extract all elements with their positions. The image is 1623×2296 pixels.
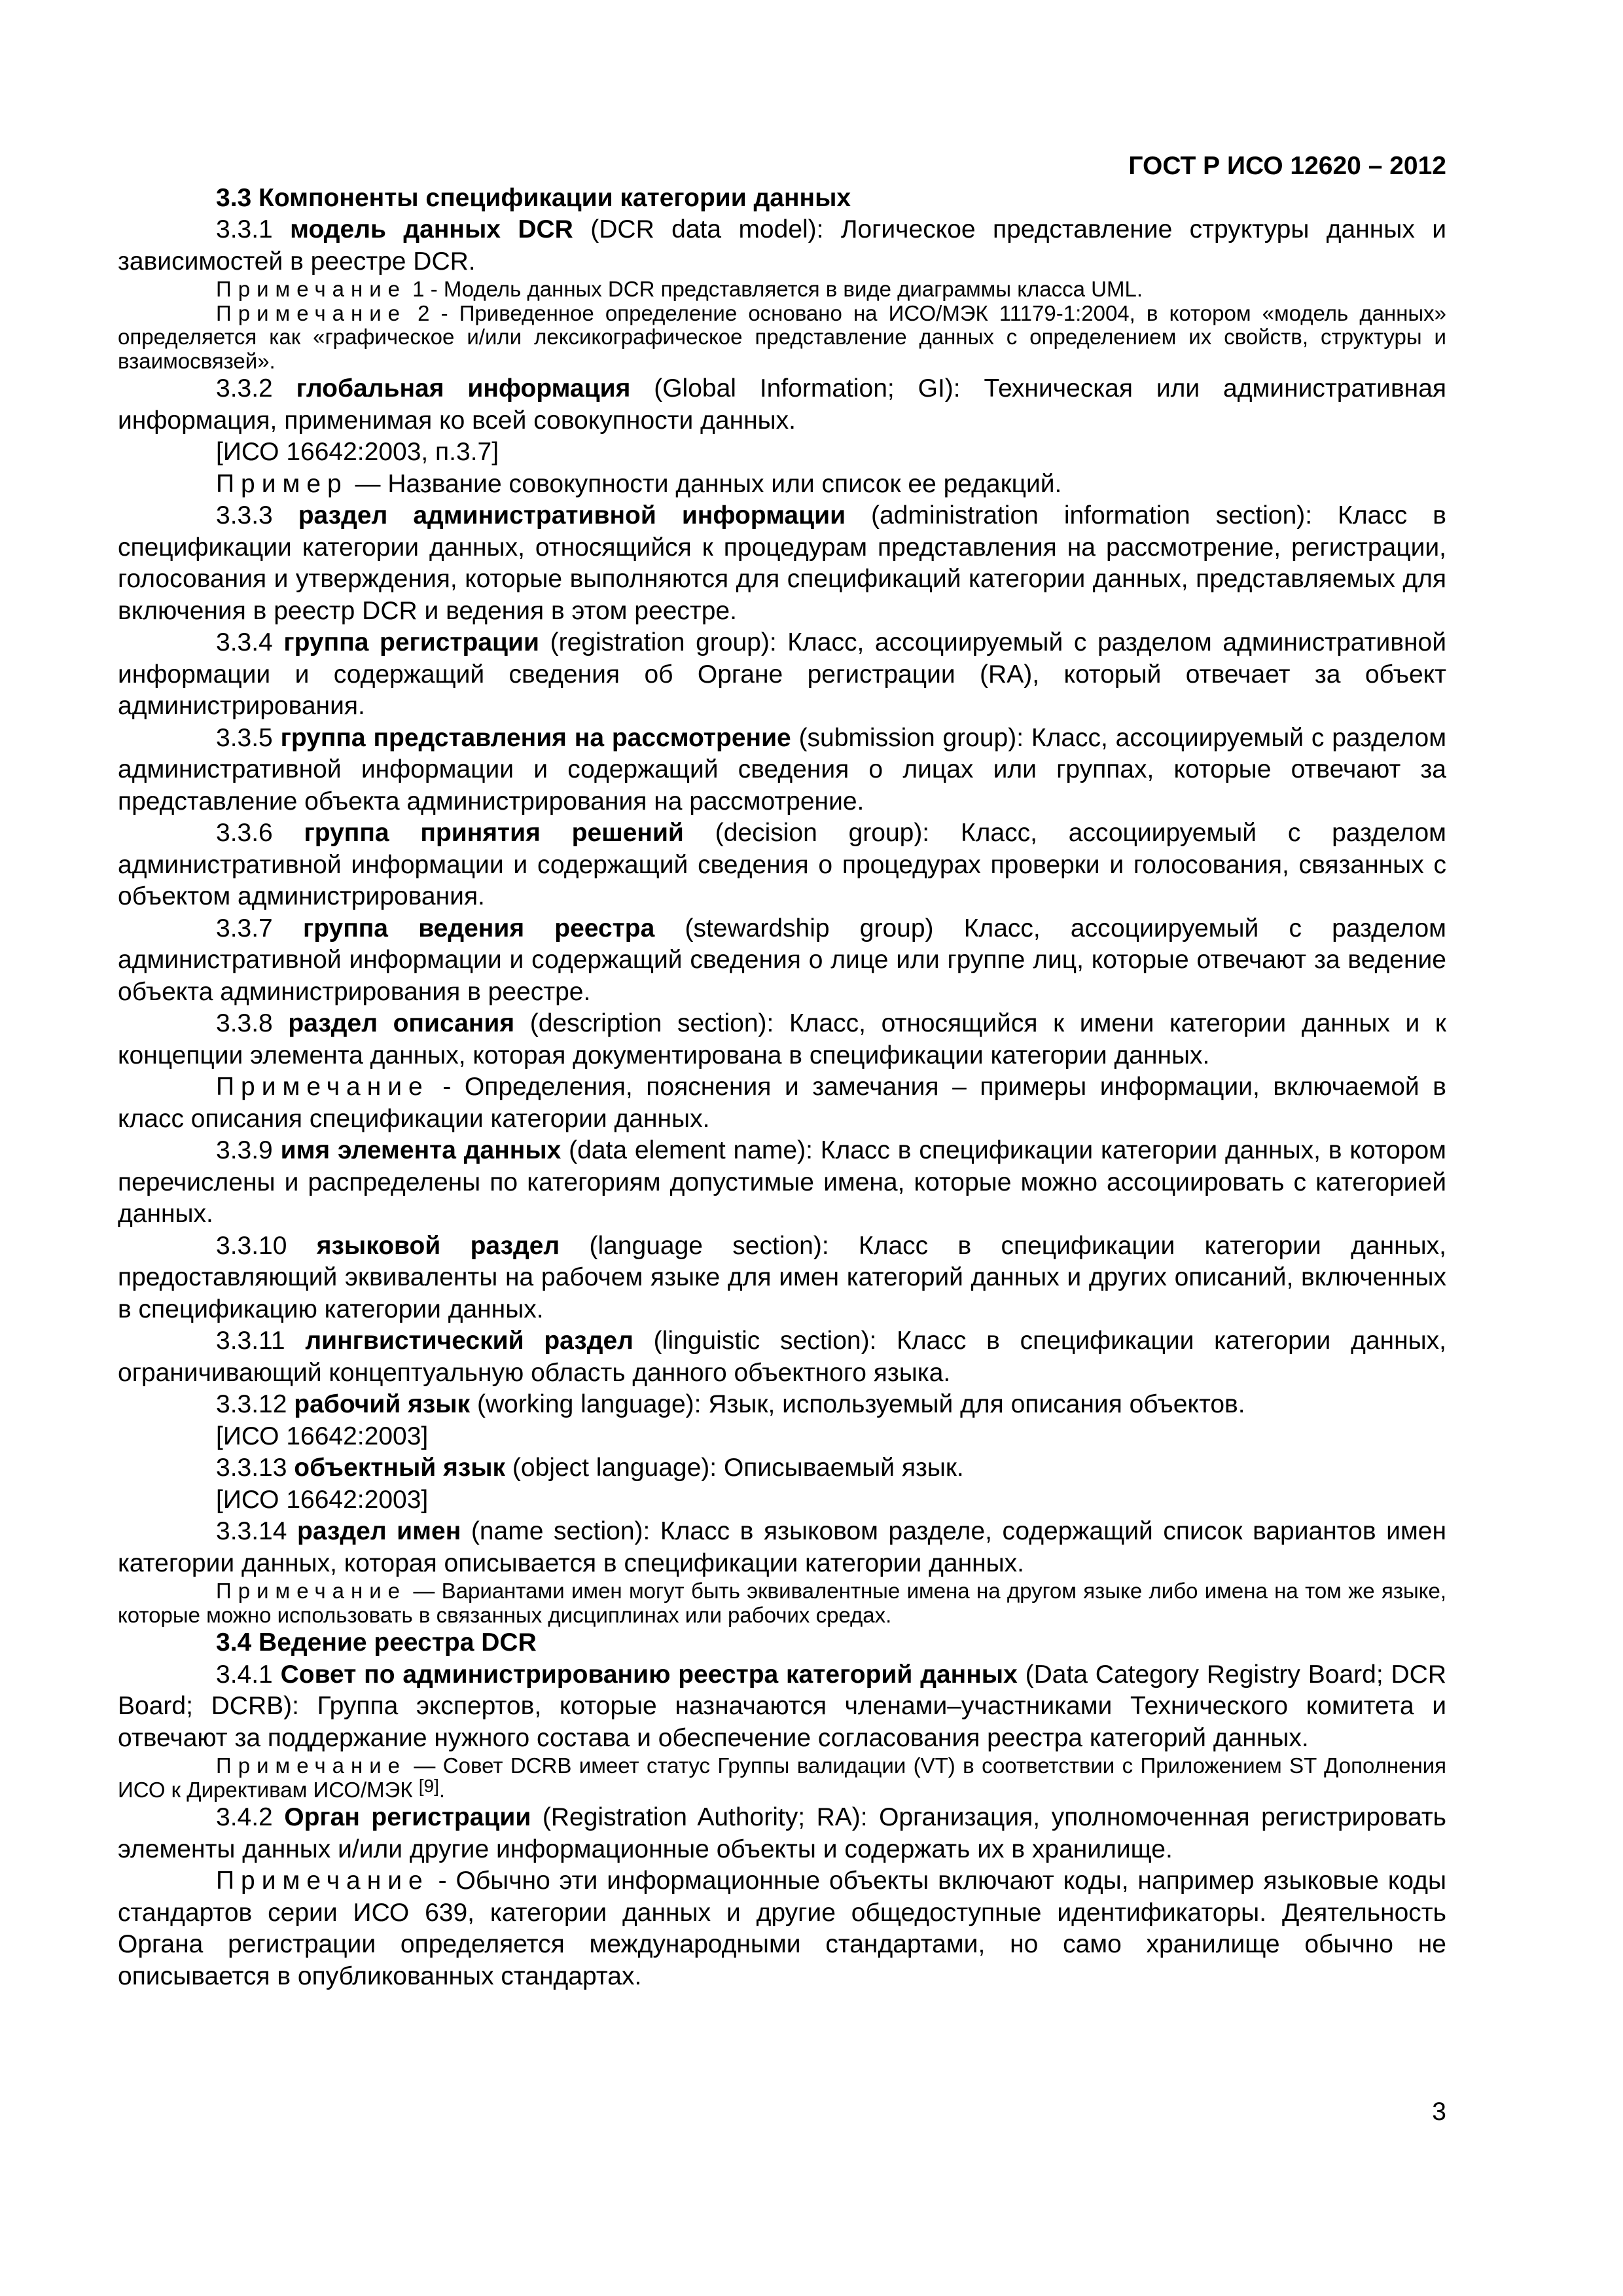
term-name: группа принятия решений: [304, 819, 684, 847]
note-label: Примечание: [216, 1753, 407, 1778]
standard-header: ГОСТ Р ИСО 12620 – 2012: [1128, 152, 1446, 180]
term-name: имя элемента данных: [280, 1136, 562, 1164]
note-3-4-2: Примечание - Обычно эти информационные объекты включают коды, например языковые коды стандартов серии ИСО 639, категории данных и другие общедоступные идентификаторы. Деятельность Органа регистрации определяется международными стандартами, но само хранилище обычно не описывается в опубликованных стандартах.: [118, 1867, 1446, 1990]
example-label: Пример: [216, 469, 348, 498]
term-3-3-9: 3.3.9 имя элемента данных (data element name): Класс в спецификации категории данных, в котором перечислены и распределены по категориям допустимые имена, которые можно ассоциировать с категорией данных.: [118, 1136, 1446, 1228]
note-3-4-1: Примечание — Совет DCRB имеет статус Группы валидации (VT) в соответствии с Приложением ST Дополнения ИСО к Директивам ИСО/МЭК [9].: [118, 1753, 1446, 1802]
term-3-3-11: 3.3.11 лингвистический раздел (linguistic section): Класс в спецификации категории данных, ограничивающий концептуальную область данного объектного языка.: [118, 1327, 1446, 1387]
section-heading-3-4: 3.4 Ведение реестра DCR: [216, 1628, 537, 1657]
term-3-3-10: 3.3.10 языковой раздел (language section): Класс в спецификации категории данных, предоставляющий эквиваленты на рабочем языке для имен категорий данных и других описаний, включенных в спецификацию категории данных.: [118, 1231, 1447, 1323]
term-3-4-2: 3.4.2 Орган регистрации (Registration Authority; RA): Организация, уполномоченная регистрировать элементы данных и/или другие информационные объекты и содержать их в хранилище.: [118, 1803, 1447, 1863]
note-label: Примечание: [216, 277, 407, 301]
note-3-3-1-1: Примечание 1 - Модель данных DCR представляется в виде диаграммы класса UML.: [216, 277, 1143, 301]
reference-3-3-12: [ИСО 16642:2003]: [216, 1422, 429, 1450]
term-3-3-4: 3.3.4 группа регистрации (registration group): Класс, ассоциируемый с разделом административной информации и содержащий сведения об Органе регистрации (RA), который отвечает за объект администрирования.: [118, 628, 1447, 720]
term-name: группа представления на рассмотрение: [280, 723, 791, 752]
term-3-3-3: 3.3.3 раздел административной информации (administration information section): Класс в спецификации категории данных, относящийся к процедурам представления на рассмотрение, регистрации, голосования и утверждения, которые выполняются для спецификаций категории данных, представляемых для включения в реестр DCR и ведения в этом реестре.: [118, 501, 1446, 625]
term-name: Совет по администрированию реестра категорий данных: [280, 1660, 1018, 1689]
term-name: группа регистрации: [283, 628, 539, 656]
term-3-3-5: 3.3.5 группа представления на рассмотрение (submission group): Класс, ассоциируемый с разделом административной информации и содержащий сведения о лицах или группах, которые отвечают за представление объекта администрирования на рассмотрение.: [118, 723, 1447, 816]
term-3-3-14: 3.3.14 раздел имен (name section): Класс в языковом разделе, содержащий список вариантов имен категории данных, которая описывается в спецификации категории данных.: [118, 1517, 1446, 1577]
term-name: языковой раздел: [316, 1231, 560, 1260]
term-name: лингвистический раздел: [305, 1327, 633, 1355]
term-name: модель данных DCR: [290, 215, 573, 243]
note-label: Примечание: [216, 1073, 429, 1101]
page-number: 3: [1432, 2098, 1446, 2126]
term-3-3-12: 3.3.12 рабочий язык (working language): Язык, используемый для описания объектов.: [216, 1390, 1245, 1418]
note-3-3-8: Примечание - Определения, пояснения и замечания – примеры информации, включаемой в класс описания спецификации категории данных.: [118, 1073, 1446, 1133]
example-3-3-2: Пример — Название совокупности данных или список ее редакций.: [216, 469, 1062, 498]
term-3-3-13: 3.3.13 объектный язык (object language): Описываемый язык.: [216, 1454, 964, 1482]
bibliography-reference: [9]: [418, 1775, 439, 1796]
term-3-3-8: 3.3.8 раздел описания (description section): Класс, относящийся к имени категории данных и к концепции элемента данных, которая документирована в спецификации категории данных.: [118, 1009, 1446, 1069]
term-3-3-2: 3.3.2 глобальная информация (Global Information; GI): Техническая или административная информация, применимая ко всей совокупности данных.: [118, 374, 1447, 435]
term-name: раздел описания: [288, 1009, 515, 1037]
note-3-3-1-2: Примечание 2 - Приведенное определение основано на ИСО/МЭК 11179-1:2004, в котором «модель данных» определяется как «графическое и/или лексикографическое представление данных с определением их свойств, структуры и взаимосвязей».: [118, 300, 1446, 373]
note-label: Примечание: [216, 1867, 429, 1895]
term-3-4-1: 3.4.1 Совет по администрированию реестра категорий данных (Data Category Registry Board; DCR Board; DCRB): Группа экспертов, которые назначаются членами–участниками Технического комитета и отвечают за поддержание нужного состава и обеспечение согласования реестра категорий данных.: [118, 1660, 1446, 1752]
note-3-3-14: Примечание — Вариантами имен могут быть эквивалентные имена на другом языке либо имена на том же языке, которые можно использовать в связанных дисциплинах или рабочих средах.: [118, 1579, 1446, 1627]
reference-3-3-13: [ИСО 16642:2003]: [216, 1485, 429, 1514]
page-content: [118, 151, 1446, 1992]
term-name: группа ведения реестра: [302, 914, 655, 942]
term-name: объектный язык: [294, 1454, 506, 1482]
term-name: Орган регистрации: [284, 1803, 531, 1831]
term-name: раздел административной информации: [298, 501, 846, 529]
reference-3-3-2: [ИСО 16642:2003, п.3.7]: [216, 438, 499, 466]
term-3-3-7: 3.3.7 группа ведения реестра (stewardship group) Класс, ассоциируемый с разделом административной информации и содержащий сведения о лице или группе лиц, которые отвечают за ведение объекта администрирования в реестре.: [118, 914, 1446, 1006]
term-name: глобальная информация: [296, 374, 631, 403]
term-3-3-6: 3.3.6 группа принятия решений (decision group): Класс, ассоциируемый с разделом административной информации и содержащий сведения о процедурах проверки и голосования, связанных с объектом администрирования.: [118, 819, 1446, 910]
note-label: Примечание: [216, 300, 407, 325]
term-name: рабочий язык: [294, 1390, 471, 1418]
term-3-3-1: 3.3.1 модель данных DCR (DCR data model): Логическое представление структуры данных и зависимостей в реестре DCR.: [118, 215, 1447, 276]
section-heading-3-3: 3.3 Компоненты спецификации категории данных: [216, 183, 851, 212]
term-name: раздел имен: [297, 1517, 461, 1545]
note-label: Примечание: [216, 1579, 407, 1603]
